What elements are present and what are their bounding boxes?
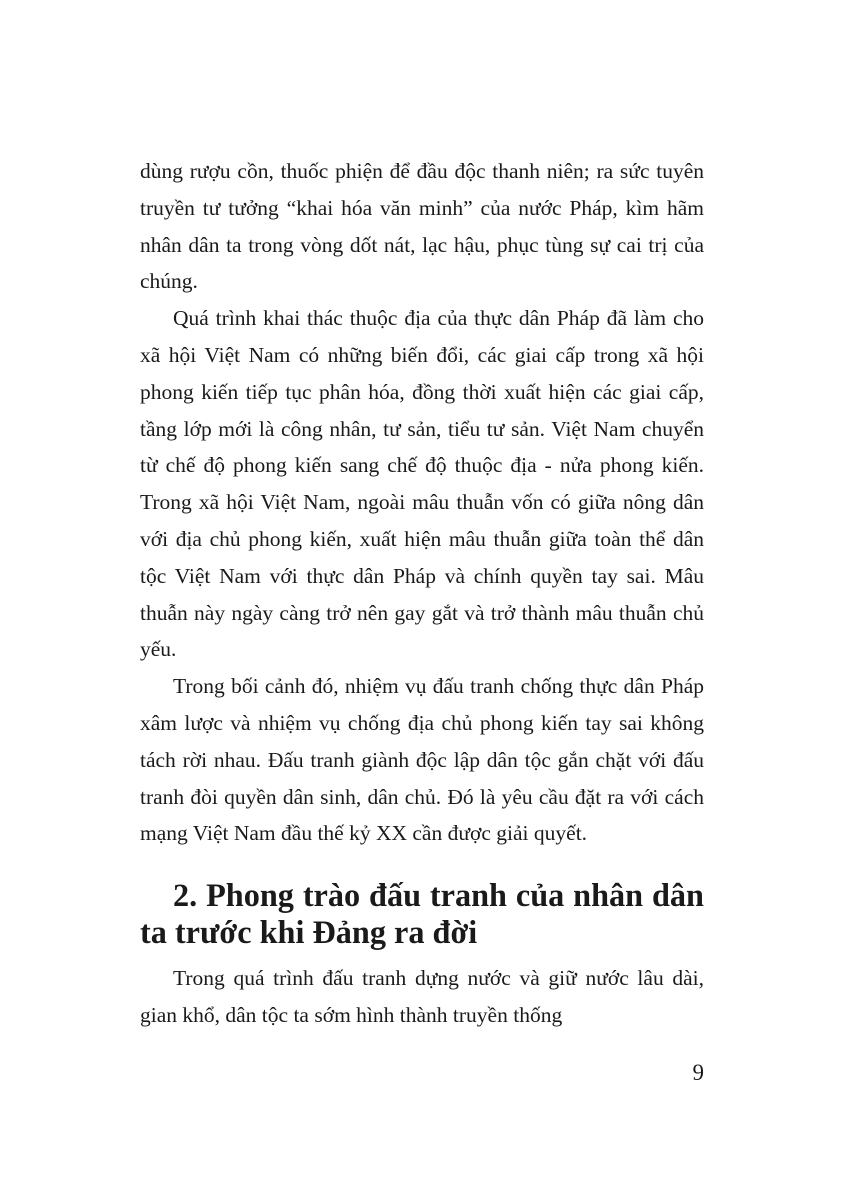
section-heading: 2. Phong trào đấu tranh của nhân dân ta trước khi Đảng ra đời xyxy=(140,877,704,950)
body-paragraph-2: Quá trình khai thác thuộc địa của thực dân Pháp đã làm cho xã hội Việt Nam có những biến đổi, các giai cấp trong xã hội phong kiến tiếp tục phân hóa, đồng thời xuất hiện các giai cấp, tầng lớp mới là công nhân, tư sản, tiểu tư sản. Việt Nam chuyển từ chế độ phong kiến sang chế độ thuộc địa - nửa phong kiến. Trong xã hội Việt Nam, ngoài mâu thuẫn vốn có giữa nông dân với địa chủ phong kiến, xuất hiện mâu thuẫn giữa toàn thể dân tộc Việt Nam với thực dân Pháp và chính quyền tay sai. Mâu thuẫn này ngày càng trở nên gay gắt và trở thành mâu thuẫn chủ yếu. xyxy=(140,306,704,662)
body-paragraph-3: Trong bối cảnh đó, nhiệm vụ đấu tranh chống thực dân Pháp xâm lược và nhiệm vụ chống địa chủ phong kiến tay sai không tách rời nhau. Đấu tranh giành độc lập dân tộc gắn chặt với đấu tranh đòi quyền dân sinh, dân chủ. Đó là yêu cầu đặt ra với cách mạng Việt Nam đầu thế kỷ XX cần được giải quyết. xyxy=(140,674,704,846)
page-number: 9 xyxy=(692,1060,704,1085)
document-page xyxy=(140,153,704,1033)
body-paragraph-1: dùng rượu cồn, thuốc phiện để đầu độc thanh niên; ra sức tuyên truyền tư tưởng “khai hóa văn minh” của nước Pháp, kìm hãm nhân dân ta trong vòng dốt nát, lạc hậu, phục tùng sự cai trị của chúng. xyxy=(140,159,704,294)
body-paragraph-4: Trong quá trình đấu tranh dựng nước và giữ nước lâu dài, gian khổ, dân tộc ta sớm hình thành truyền thống xyxy=(140,965,704,1027)
